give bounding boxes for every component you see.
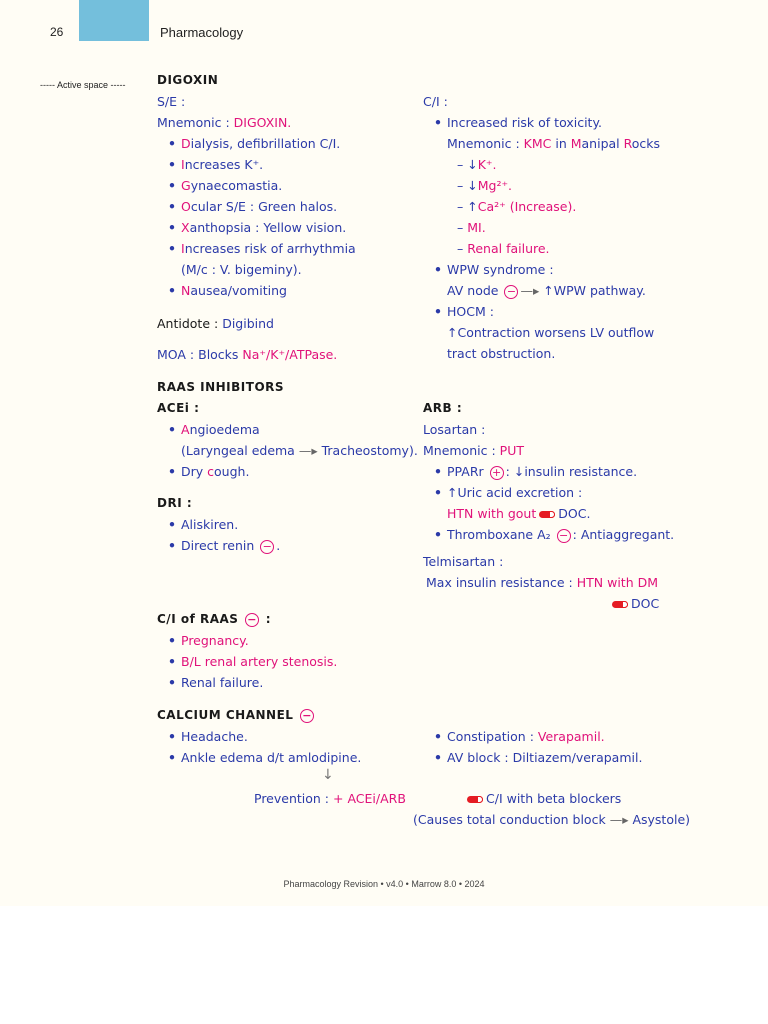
ci-mnemonic-in: in bbox=[551, 136, 571, 151]
dri-text: Direct renin bbox=[181, 538, 255, 553]
arb-p-rest: insulin resistance. bbox=[524, 464, 638, 479]
moa-label: MOA : Blocks bbox=[157, 347, 243, 362]
down-arrow-icon: ↓ bbox=[513, 464, 525, 479]
ccb-title: CALCIUM CHANNEL bbox=[157, 708, 294, 722]
mnemonic-word: DIGOXIN. bbox=[233, 115, 292, 130]
htn-gout: HTN with gout bbox=[447, 506, 537, 521]
ci-sub-text: Renal failure. bbox=[467, 241, 550, 256]
digoxin-mnemonic bbox=[157, 115, 291, 131]
acei-item bbox=[181, 422, 260, 438]
up-arrow-icon: ↑ bbox=[447, 325, 458, 340]
mnemonic-prefix: Mnemonic : bbox=[157, 115, 234, 130]
doc-label: DOC. bbox=[558, 506, 591, 521]
wpw-av-node: AV node bbox=[447, 283, 499, 298]
acei-item-sub bbox=[181, 443, 418, 459]
right-arrow-icon: —▸ bbox=[609, 812, 629, 827]
margin-note: ----- Active space ----- bbox=[40, 80, 126, 90]
raas-heading: RAAS INHIBITORS bbox=[157, 380, 285, 394]
dri-item: • Direct renin − . bbox=[181, 538, 280, 554]
prevention-value: + ACEi/ARB bbox=[333, 791, 406, 806]
arb-mnemonic bbox=[423, 443, 524, 459]
item-initial: c bbox=[207, 464, 215, 479]
digoxin-item bbox=[181, 283, 287, 299]
item-initial: I bbox=[181, 157, 185, 172]
item-text: Dry bbox=[181, 464, 208, 479]
arb-t-text: Thromboxane A₂ bbox=[447, 527, 551, 542]
ccb-right-value: Verapamil. bbox=[537, 729, 605, 744]
antidote-line bbox=[157, 316, 274, 332]
ci-mnemonic-r: R bbox=[623, 136, 632, 151]
arb-label: ARB : bbox=[423, 401, 463, 415]
ci-bb-line bbox=[464, 791, 621, 807]
wpw-line bbox=[447, 283, 646, 299]
item-initial: O bbox=[181, 199, 191, 214]
down-arrow-icon: ↓ bbox=[467, 157, 478, 172]
ci-sub-item: – ↓K⁺. bbox=[457, 157, 497, 172]
ci-raas-title: C/I of RAAS bbox=[157, 612, 239, 626]
right-arrow-icon: —▸ bbox=[520, 283, 540, 298]
arb-item bbox=[447, 485, 582, 501]
ci-mnemonic-kmc: KMC bbox=[523, 136, 552, 151]
acei-item bbox=[181, 464, 249, 480]
minus-circle-icon: − bbox=[557, 529, 571, 543]
dri-label: DRI : bbox=[157, 496, 193, 510]
up-arrow-icon: ↑ bbox=[447, 485, 458, 500]
ci-sub-item: – Renal failure. bbox=[457, 241, 550, 256]
pill-icon bbox=[539, 511, 555, 518]
down-arrow-icon: ↓ bbox=[322, 767, 334, 783]
ci-bb-sub-text: (Causes total conduction block bbox=[413, 812, 606, 827]
wpw-label: • WPW syndrome : bbox=[447, 262, 554, 278]
digoxin-item bbox=[181, 178, 282, 194]
item-initial: D bbox=[181, 136, 191, 151]
arb-u-text: Uric acid excretion : bbox=[457, 485, 583, 500]
ci-bb-sub-text-2: Asystole) bbox=[632, 812, 691, 827]
pill-icon bbox=[612, 601, 628, 608]
ci-sub-item: – ↓Mg²⁺. bbox=[457, 178, 513, 193]
ccb-item: • Headache. bbox=[181, 729, 248, 745]
minus-circle-icon: − bbox=[300, 709, 314, 723]
item-text: cular S/E : Green halos. bbox=[190, 199, 338, 214]
section-title: Pharmacology bbox=[160, 25, 244, 40]
digoxin-heading: DIGOXIN bbox=[157, 73, 219, 87]
ci-mnemonic-ocks: ocks bbox=[631, 136, 661, 151]
moa-value: Na⁺/K⁺/ATPase. bbox=[242, 347, 338, 362]
digoxin-item bbox=[181, 199, 337, 215]
losartan-label: Losartan : bbox=[423, 422, 486, 437]
arb-mnemonic-word: PUT bbox=[499, 443, 524, 458]
arb-p-text: PPARr bbox=[447, 464, 484, 479]
ci-raas-item: • Renal failure. bbox=[181, 675, 263, 691]
ci-mnemonic bbox=[447, 136, 660, 152]
ci-sub-text: K⁺. bbox=[477, 157, 497, 172]
digoxin-item bbox=[181, 220, 346, 236]
telmi-pink: HTN with DM bbox=[576, 575, 659, 590]
item-text: ynaecomastia. bbox=[190, 178, 283, 193]
ci-mnemonic-prefix: Mnemonic : bbox=[447, 136, 524, 151]
hocm-label: • HOCM : bbox=[447, 304, 494, 320]
arb-item bbox=[447, 527, 674, 543]
ci-mnemonic-m: M bbox=[570, 136, 582, 151]
ccb-right-label: Constipation : bbox=[447, 729, 538, 744]
hocm-line: tract obstruction. bbox=[447, 346, 556, 361]
arb-item-sub bbox=[447, 506, 590, 522]
prevention-line bbox=[254, 791, 406, 807]
acei-sub-text-2: Tracheostomy). bbox=[321, 443, 418, 458]
ci-sub-text: MI. bbox=[467, 220, 486, 235]
ci-item: • Increased risk of toxicity. bbox=[447, 115, 602, 131]
ci-mnemonic-anipal: anipal bbox=[581, 136, 624, 151]
acei-label: ACEi : bbox=[157, 401, 200, 415]
item-initial: A bbox=[181, 422, 190, 437]
ci-bb-text: C/I with beta blockers bbox=[486, 791, 622, 806]
hocm-text: Contraction worsens LV outflow bbox=[457, 325, 655, 340]
arb-t-rest: : Antiaggregant. bbox=[572, 527, 675, 542]
digoxin-item bbox=[181, 136, 340, 152]
item-text: ngioedema bbox=[189, 422, 260, 437]
item-text: ausea/vomiting bbox=[190, 283, 287, 298]
prevention-label: Prevention : bbox=[254, 791, 333, 806]
ccb-item: • Ankle edema d/t amlodipine. bbox=[181, 750, 361, 766]
telmisartan-line bbox=[426, 575, 658, 591]
telmisartan-label: Telmisartan : bbox=[423, 554, 504, 569]
ci-sub-text: Ca²⁺ (Increase). bbox=[477, 199, 577, 214]
ci-sub-text: Mg²⁺. bbox=[477, 178, 513, 193]
item-text: ncreases K⁺. bbox=[184, 157, 264, 172]
right-arrow-icon: —▸ bbox=[298, 443, 318, 458]
minus-circle-icon: − bbox=[245, 613, 259, 627]
digoxin-se-label: S/E : bbox=[157, 94, 186, 109]
item-initial: N bbox=[181, 283, 191, 298]
page-number: 26 bbox=[50, 25, 64, 39]
minus-circle-icon: − bbox=[504, 285, 518, 299]
up-arrow-icon: ↑ bbox=[467, 199, 478, 214]
ci-raas-item: • B/L renal artery stenosis. bbox=[181, 654, 337, 670]
footer: Pharmacology Revision • v4.0 • Marrow 8.0 • 2024 bbox=[283, 879, 485, 889]
ccb-right-item bbox=[447, 729, 605, 745]
ci-sub-item: – MI. bbox=[457, 220, 486, 235]
hocm-line bbox=[447, 325, 654, 341]
item-initial: I bbox=[181, 241, 185, 256]
antidote-value: Digibind bbox=[222, 316, 274, 331]
pill-icon bbox=[467, 796, 483, 803]
ccb-right-item: • AV block : Diltiazem/verapamil. bbox=[447, 750, 642, 766]
doc-label: DOC bbox=[631, 596, 660, 611]
ci-raas-heading: C/I of RAAS − : bbox=[157, 612, 272, 626]
item-text: anthopsia : Yellow vision. bbox=[189, 220, 347, 235]
item-text: ialysis, defibrillation C/I. bbox=[190, 136, 341, 151]
item-initial: G bbox=[181, 178, 191, 193]
item-text: ncreases risk of arrhythmia bbox=[184, 241, 356, 256]
arb-item: • PPARr + : ↓insulin resistance. bbox=[447, 464, 637, 480]
acei-sub-text: (Laryngeal edema bbox=[181, 443, 295, 458]
item-initial: X bbox=[181, 220, 190, 235]
arb-mnemonic-prefix: Mnemonic : bbox=[423, 443, 500, 458]
telmi-text: Max insulin resistance : bbox=[426, 575, 577, 590]
ci-raas-item: • Pregnancy. bbox=[181, 633, 249, 649]
ci-bb-sub bbox=[413, 812, 690, 828]
item-text: ough. bbox=[214, 464, 250, 479]
digoxin-item bbox=[181, 241, 356, 257]
ci-sub-item: – ↑Ca²⁺ (Increase). bbox=[457, 199, 577, 214]
dri-item: • Aliskiren. bbox=[181, 517, 238, 533]
telmisartan-doc bbox=[609, 596, 659, 612]
ccb-heading bbox=[157, 708, 316, 723]
up-arrow-icon: ↑ bbox=[543, 283, 554, 298]
digoxin-ci-label: C/I : bbox=[423, 94, 448, 109]
header-tab bbox=[79, 0, 149, 41]
antidote-label: Antidote : bbox=[157, 316, 223, 331]
digoxin-item bbox=[181, 157, 263, 173]
digoxin-item-continued: (M/c : V. bigeminy). bbox=[181, 262, 302, 277]
wpw-pathway: WPW pathway. bbox=[553, 283, 646, 298]
minus-circle-icon: − bbox=[260, 540, 274, 554]
down-arrow-icon: ↓ bbox=[467, 178, 478, 193]
moa-line bbox=[157, 347, 337, 363]
plus-circle-icon: + bbox=[490, 466, 504, 480]
